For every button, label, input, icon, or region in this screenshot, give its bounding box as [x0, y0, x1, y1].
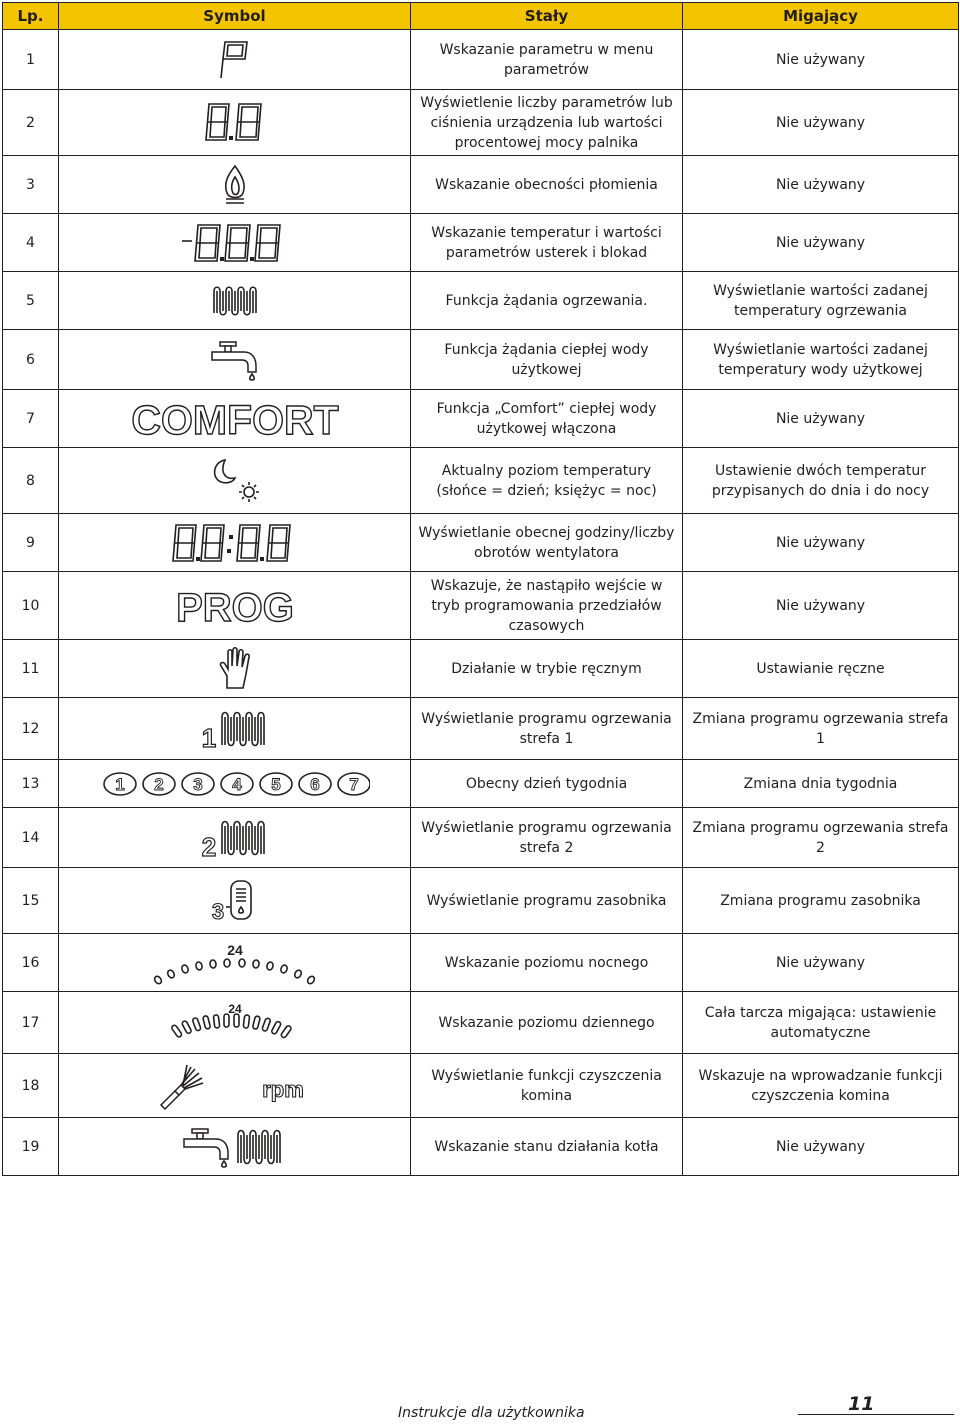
moon-sun-icon: [205, 456, 265, 506]
symbol-cell: [59, 934, 411, 992]
row-number: 8: [3, 448, 59, 514]
row-number: 4: [3, 214, 59, 272]
migajacy-cell: Cała tarcza migająca: ustawienie automatyczne: [683, 992, 959, 1054]
table-row: [3, 868, 959, 934]
table-row: [3, 1118, 959, 1176]
table-row: [3, 30, 959, 90]
row-number: 7: [3, 390, 59, 448]
row-number: 9: [3, 514, 59, 572]
row-number: 1: [3, 30, 59, 90]
row-number: 2: [3, 90, 59, 156]
day-dial-icon: [170, 1001, 300, 1045]
staly-cell: Działanie w trybie ręcznym: [411, 640, 683, 698]
symbol-cell: [59, 514, 411, 572]
night-dial-icon: [150, 940, 320, 986]
table-row: [3, 572, 959, 640]
day-2: [143, 773, 175, 795]
tap-icon: [208, 338, 262, 382]
migajacy-cell: Zmiana programu ogrzewania strefa 1: [683, 698, 959, 760]
staly-cell: Wyświetlanie obecnej godziny/liczby obrotów wentylatora: [411, 514, 683, 572]
svg-text:2: 2: [153, 774, 164, 794]
migajacy-cell: Ustawienie dwóch temperatur przypisanych do dnia i do nocy: [683, 448, 959, 514]
symbol-cell: [59, 1118, 411, 1176]
table-row: [3, 90, 959, 156]
symbol-cell: [59, 30, 411, 90]
svg-text:3: 3: [192, 774, 203, 794]
row-number: 11: [3, 640, 59, 698]
row-number: 17: [3, 992, 59, 1054]
migajacy-cell: Nie używany: [683, 30, 959, 90]
table-row: [3, 448, 959, 514]
row-number: 19: [3, 1118, 59, 1176]
symbol-cell: [59, 640, 411, 698]
migajacy-cell: Nie używany: [683, 390, 959, 448]
table-header-row: [3, 3, 959, 30]
table-row: [3, 330, 959, 390]
row-number: 3: [3, 156, 59, 214]
migajacy-cell: Ustawianie ręczne: [683, 640, 959, 698]
staly-cell: Wskazanie poziomu dziennego: [411, 992, 683, 1054]
migajacy-cell: Nie używany: [683, 90, 959, 156]
row-number: 5: [3, 272, 59, 330]
staly-cell: Funkcja „Comfort” ciepłej wody użytkowej włączona: [411, 390, 683, 448]
symbol-cell: [59, 214, 411, 272]
table-row: [3, 808, 959, 868]
symbol-cell: [59, 1054, 411, 1118]
chimney-sweep-icon: [155, 1061, 315, 1111]
minus-three-digit-segment-icon: [180, 221, 290, 265]
svg-text:1: 1: [114, 774, 125, 794]
table-row: [3, 272, 959, 330]
day-4: [221, 773, 253, 795]
symbol-cell: [59, 808, 411, 868]
tank-icon: [210, 879, 260, 923]
clock-segment-icon: [170, 521, 300, 565]
migajacy-cell: Nie używany: [683, 214, 959, 272]
staly-cell: Wskazuje, że nastąpiło wejście w tryb programowania przedziałów czasowych: [411, 572, 683, 640]
symbol-cell: [59, 272, 411, 330]
table-row: [3, 934, 959, 992]
symbols-table: [2, 2, 959, 1176]
row-number: 16: [3, 934, 59, 992]
svg-text:5: 5: [270, 774, 281, 794]
staly-cell: Wyświetlanie programu ogrzewania strefa 1: [411, 698, 683, 760]
table-row: [3, 992, 959, 1054]
zone2-radiator-icon: [198, 816, 272, 860]
weekdays-icon: [100, 770, 370, 798]
migajacy-cell: Wyświetlanie wartości zadanej temperatury ogrzewania: [683, 272, 959, 330]
migajacy-cell: Nie używany: [683, 572, 959, 640]
migajacy-cell: Wskazuje na wprowadzanie funkcji czyszczenia komina: [683, 1054, 959, 1118]
row-number: 10: [3, 572, 59, 640]
symbol-cell: [59, 330, 411, 390]
staly-cell: Wskazanie obecności płomienia: [411, 156, 683, 214]
two-digit-segment-icon: [203, 100, 267, 146]
staly-cell: Wyświetlanie programu ogrzewania strefa 2: [411, 808, 683, 868]
row-number: 6: [3, 330, 59, 390]
staly-cell: Obecny dzień tygodnia: [411, 760, 683, 808]
svg-text:1: 1: [201, 722, 216, 751]
prog-icon: [170, 584, 300, 628]
svg-text:4: 4: [231, 774, 242, 794]
table-row: [3, 156, 959, 214]
row-number: 13: [3, 760, 59, 808]
migajacy-cell: Zmiana dnia tygodnia: [683, 760, 959, 808]
symbol-cell: [59, 448, 411, 514]
row-number: 14: [3, 808, 59, 868]
migajacy-cell: Zmiana programu ogrzewania strefa 2: [683, 808, 959, 868]
staly-cell: Aktualny poziom temperatury (słońce = dzień; księżyc = noc): [411, 448, 683, 514]
table-row: [3, 698, 959, 760]
svg-text:rpm: rpm: [261, 1076, 304, 1102]
day-3: [182, 773, 214, 795]
migajacy-cell: Zmiana programu zasobnika: [683, 868, 959, 934]
migajacy-cell: Nie używany: [683, 514, 959, 572]
staly-cell: Wskazanie parametru w menu parametrów: [411, 30, 683, 90]
migajacy-cell: Nie używany: [683, 1118, 959, 1176]
header-lp: Lp.: [3, 3, 59, 30]
migajacy-cell: Wyświetlanie wartości zadanej temperatury wody użytkowej: [683, 330, 959, 390]
staly-cell: Wskazanie temperatur i wartości parametrów usterek i blokad: [411, 214, 683, 272]
p-segment-icon: [215, 38, 255, 82]
row-number: 12: [3, 698, 59, 760]
migajacy-cell: Nie używany: [683, 934, 959, 992]
day-5: [260, 773, 292, 795]
staly-cell: Wyświetlanie funkcji czyszczenia komina: [411, 1054, 683, 1118]
svg-text:6: 6: [309, 774, 320, 794]
symbol-cell: [59, 698, 411, 760]
svg-text:COMFORT: COMFORT: [130, 396, 339, 441]
zone1-radiator-icon: [198, 707, 272, 751]
svg-text:24: 24: [227, 1001, 242, 1016]
symbol-cell: [59, 760, 411, 808]
flame-icon: [220, 163, 250, 207]
symbol-cell: [59, 992, 411, 1054]
table-row: [3, 214, 959, 272]
footer-divider: [798, 1414, 954, 1415]
svg-text:3: 3: [211, 898, 224, 923]
table-row: [3, 640, 959, 698]
symbol-cell: [59, 90, 411, 156]
staly-cell: Wskazanie poziomu nocnego: [411, 934, 683, 992]
staly-cell: Wyświetlenie liczby parametrów lub ciśnienia urządzenia lub wartości procentowej mocy palnika: [411, 90, 683, 156]
header-symbol: Symbol: [59, 3, 411, 30]
svg-text:24: 24: [226, 941, 243, 958]
symbol-cell: [59, 572, 411, 640]
table-row: [3, 1054, 959, 1118]
staly-cell: Wyświetlanie programu zasobnika: [411, 868, 683, 934]
table-row: [3, 390, 959, 448]
day-1: [104, 773, 136, 795]
day-7: [338, 773, 370, 795]
header-staly: Stały: [411, 3, 683, 30]
table-row: [3, 760, 959, 808]
boiler-status-icon: [180, 1125, 290, 1169]
radiator-icon: [210, 283, 260, 319]
hand-icon: [215, 646, 255, 692]
staly-cell: Funkcja żądania ciepłej wody użytkowej: [411, 330, 683, 390]
day-6: [299, 773, 331, 795]
svg-text:PROG: PROG: [175, 585, 294, 628]
staly-cell: Funkcja żądania ogrzewania.: [411, 272, 683, 330]
row-number: 18: [3, 1054, 59, 1118]
migajacy-cell: Nie używany: [683, 156, 959, 214]
row-number: 15: [3, 868, 59, 934]
svg-text:7: 7: [348, 774, 359, 794]
page-number: 11: [848, 1393, 875, 1415]
symbol-cell: [59, 868, 411, 934]
table-row: [3, 514, 959, 572]
symbol-cell: [59, 390, 411, 448]
symbol-cell: [59, 156, 411, 214]
staly-cell: Wskazanie stanu działania kotła: [411, 1118, 683, 1176]
svg-text:2: 2: [201, 831, 216, 860]
header-migajacy: Migający: [683, 3, 959, 30]
footer-title: Instrukcje dla użytkownika: [398, 1405, 585, 1421]
comfort-icon: [120, 397, 350, 441]
